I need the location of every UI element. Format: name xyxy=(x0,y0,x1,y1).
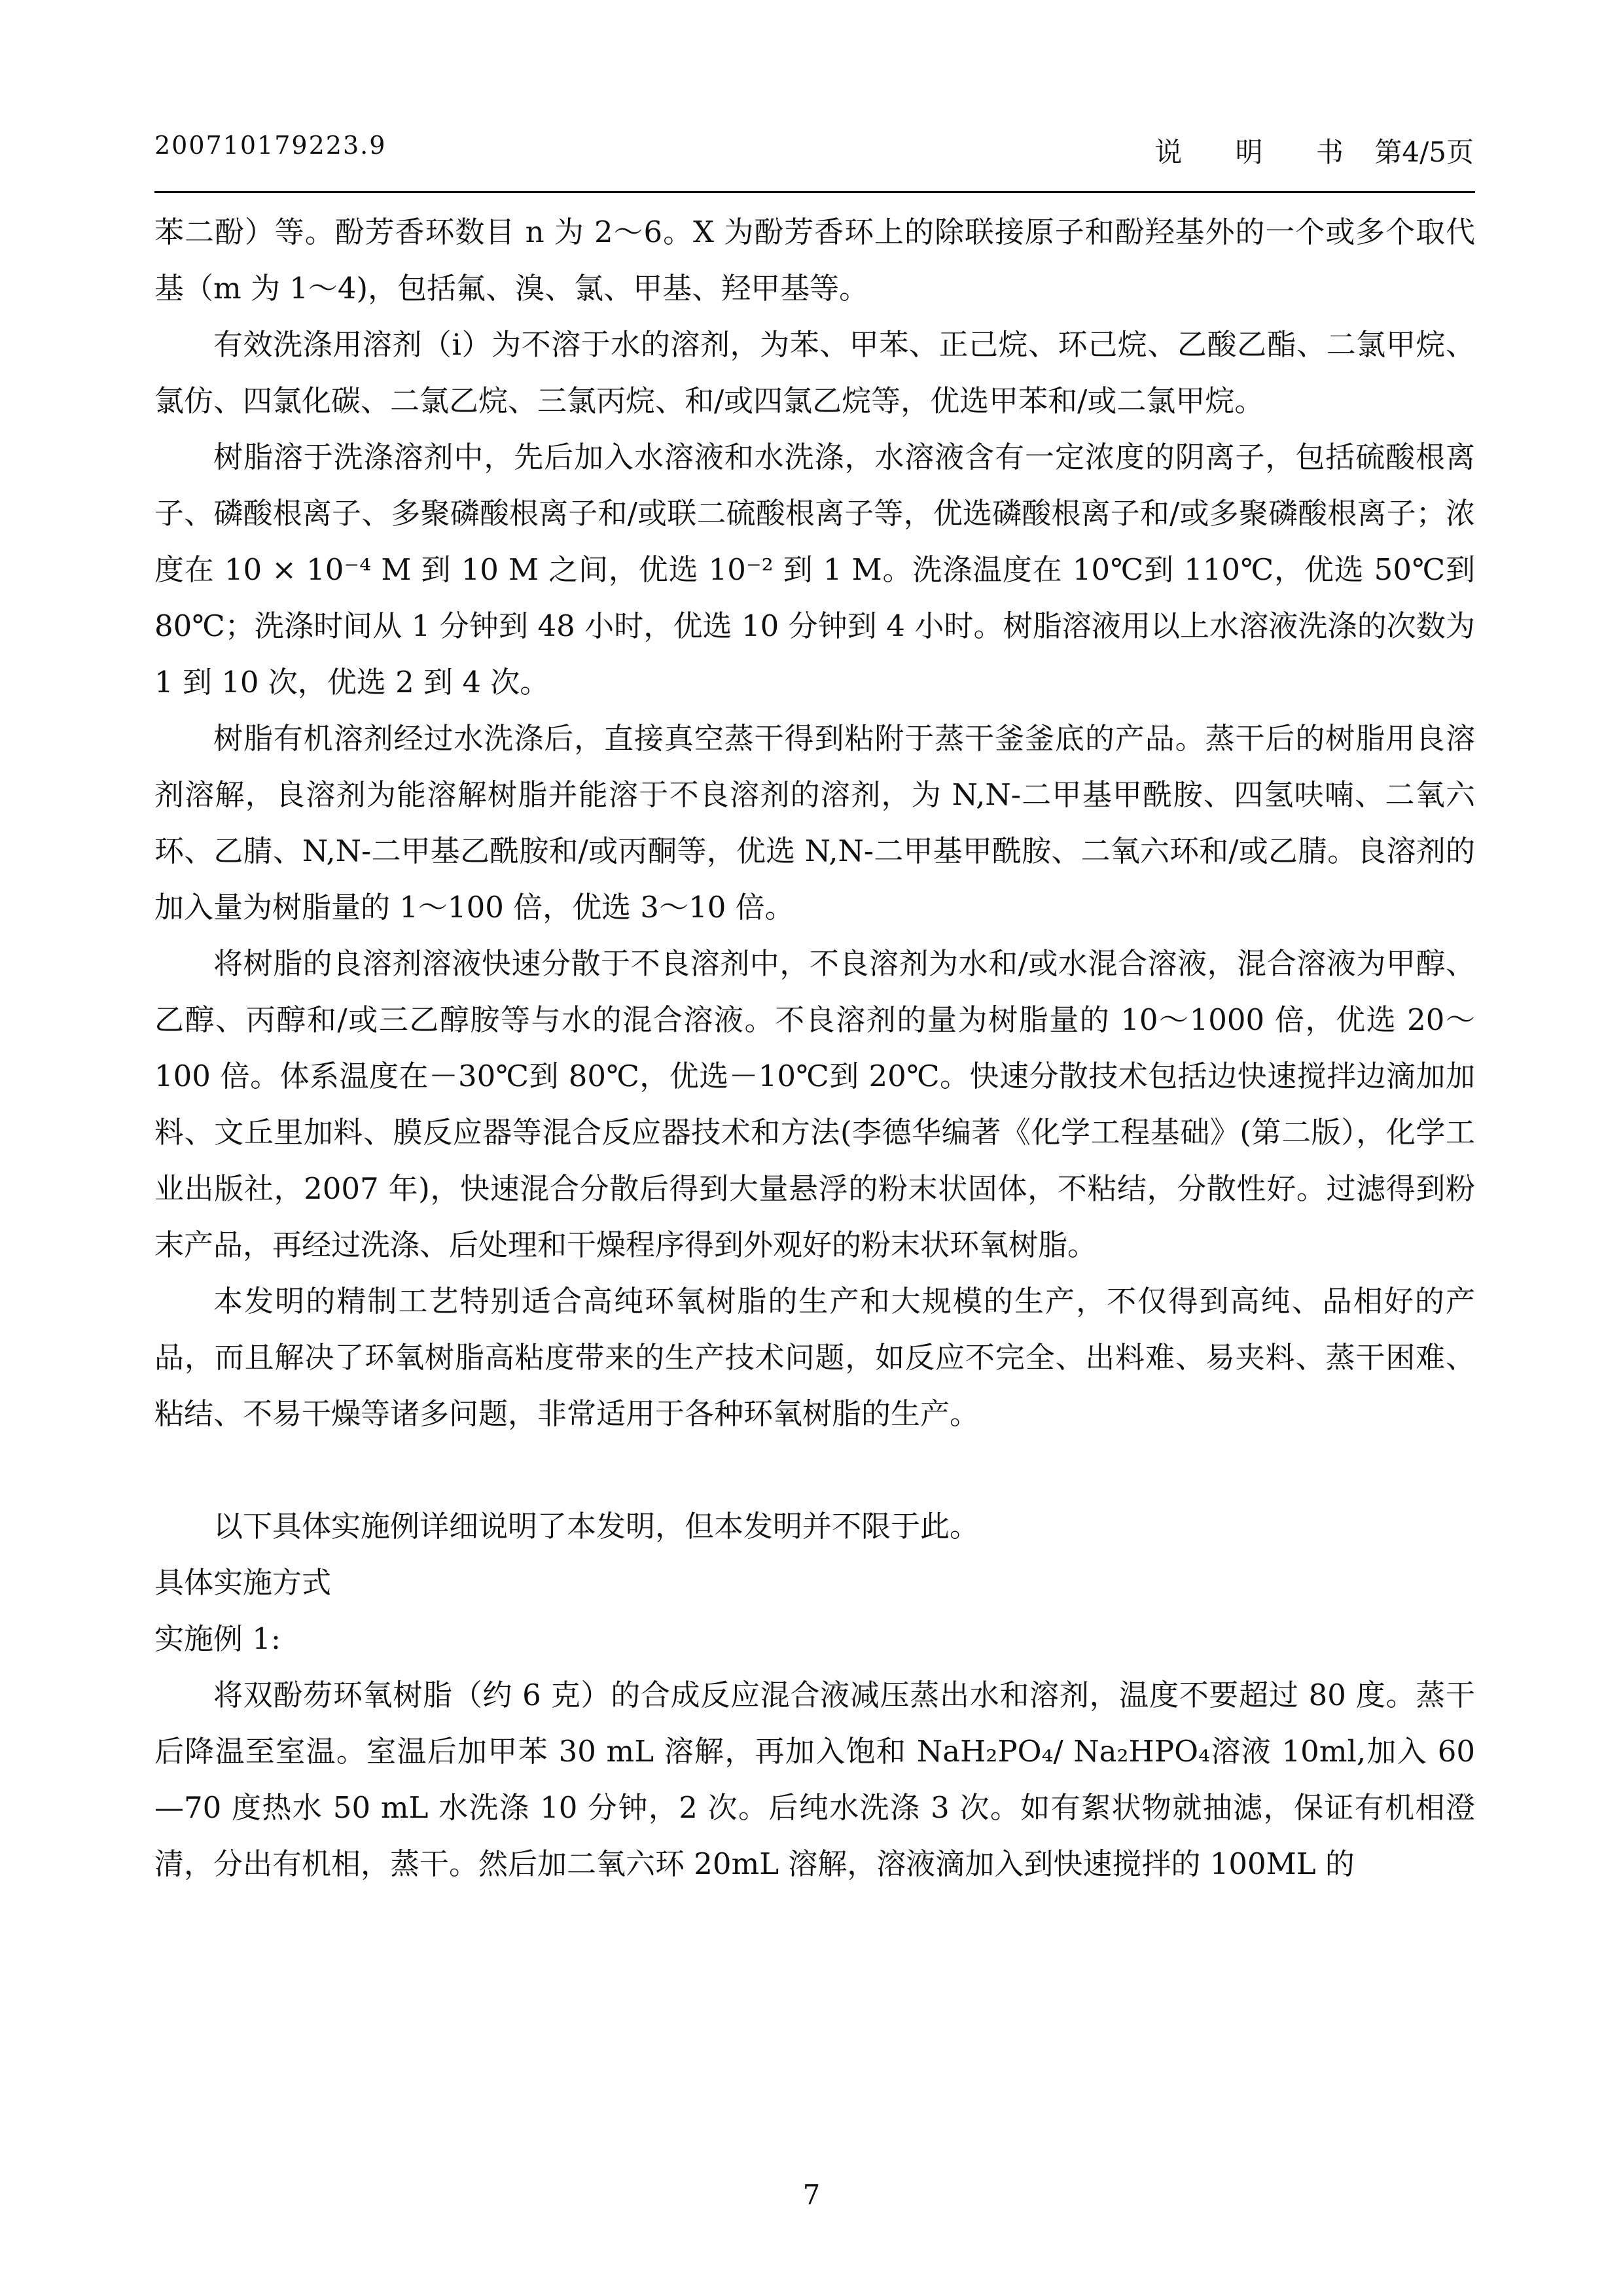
paragraph-8: 将双酚芴环氧树脂（约 6 克）的合成反应混合液减压蒸出水和溶剂，温度不要超过 80 度。蒸干后降温至室温。室温后加甲苯 30 mL 溶解，再加入饱和 NaH₂PO₄/ Na₂HPO₄溶液 10ml,加入 60—70 度热水 50 mL 水洗涤 10 分钟，2 次。后纯水洗涤 3 次。如有絮状物就抽滤，保证有机相澄清，分出有机相，蒸干。然后加二氧六环 20mL 溶解，溶液滴加入到快速搅拌的 100ML 的 xyxy=(154,1678,1475,1881)
paragraph-3: 树脂溶于洗涤溶剂中，先后加入水溶液和水洗涤，水溶液含有一定浓度的阴离子，包括硫酸根离子、磷酸根离子、多聚磷酸根离子和/或联二硫酸根离子等，优选磷酸根离子和/或多聚磷酸根离子；浓度在 10 × 10⁻⁴ M 到 10 M 之间，优选 10⁻² 到 1 M。洗涤温度在 10℃到 110℃，优选 50℃到 80℃；洗涤时间从 1 分钟到 48 小时，优选 10 分钟到 4 小时。树脂溶液用以上水溶液洗涤的次数为 1 到 10 次，优选 2 到 4 次。 xyxy=(154,440,1475,699)
document-body xyxy=(154,204,1475,1892)
paragraph-2: 有效洗涤用溶剂（i）为不溶于水的溶剂，为苯、甲苯、正己烷、环己烷、乙酸乙酯、二氯甲烷、氯仿、四氯化碳、二氯乙烷、三氯丙烷、和/或四氯乙烷等，优选甲苯和/或二氯甲烷。 xyxy=(154,327,1475,418)
paragraph-6: 本发明的精制工艺特别适合高纯环氧树脂的生产和大规模的生产，不仅得到高纯、品相好的产品，而且解决了环氧树脂高粘度带来的生产技术问题，如反应不完全、出料难、易夹料、蒸干困难、粘结、不易干燥等诸多问题，非常适用于各种环氧树脂的生产。 xyxy=(154,1284,1475,1431)
paragraph-spacer xyxy=(154,1442,1475,1498)
header-rule xyxy=(154,191,1475,193)
section-title: 说 明 书 xyxy=(1154,136,1366,168)
header-title-and-page xyxy=(1154,131,1474,170)
page-number: 7 xyxy=(802,2179,821,2211)
patent-application-number: 200710179223.9 xyxy=(154,131,387,160)
section-heading: 具体实施方式 xyxy=(154,1565,332,1600)
paragraph-1: 苯二酚）等。酚芳香环数目 n 为 2～6。X 为酚芳香环上的除联接原子和酚羟基外的一个或多个取代基（m 为 1～4)，包括氟、溴、氯、甲基、羟甲基等。 xyxy=(154,215,1475,306)
paragraph-4: 树脂有机溶剂经过水洗涤后，直接真空蒸干得到粘附于蒸干釜釜底的产品。蒸干后的树脂用良溶剂溶解，良溶剂为能溶解树脂并能溶于不良溶剂的溶剂，为 N,N-二甲基甲酰胺、四氢呋喃、二氧六环、乙腈、N,N-二甲基乙酰胺和/或丙酮等，优选 N,N-二甲基甲酰胺、二氧六环和/或乙腈。良溶剂的加入量为树脂量的 1～100 倍，优选 3～10 倍。 xyxy=(154,721,1475,925)
paragraph-7: 以下具体实施例详细说明了本发明，但本发明并不限于此。 xyxy=(213,1509,980,1544)
paragraph-5: 将树脂的良溶剂溶液快速分散于不良溶剂中，不良溶剂为水和/或水混合溶液，混合溶液为甲醇、乙醇、丙醇和/或三乙醇胺等与水的混合溶液。不良溶剂的量为树脂量的 10～1000 倍，优选 20～100 倍。体系温度在－30℃到 80℃，优选－10℃到 20℃。快速分散技术包括边快速搅拌边滴加加料、文丘里加料、膜反应器等混合反应器技术和方法(李德华编著《化学工程基础》(第二版），化学工业出版社，2007 年)，快速混合分散后得到大量悬浮的粉末状固体，不粘结，分散性好。过滤得到粉末产品，再经过洗涤、后处理和干燥程序得到外观好的粉末状环氧树脂。 xyxy=(154,946,1475,1262)
page-info: 第4/5页 xyxy=(1374,136,1474,168)
example-heading: 实施例 1: xyxy=(154,1621,281,1656)
